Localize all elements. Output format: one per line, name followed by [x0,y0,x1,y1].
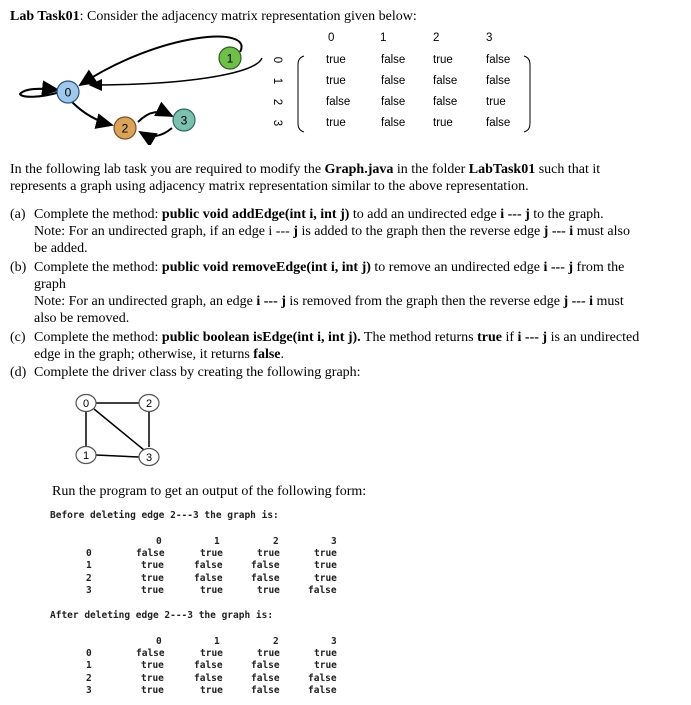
m1-row-header: 3 [271,119,284,127]
out-row-header: 0 [86,548,92,559]
out-before-cell: true [257,585,280,596]
intro-line-2: represents a graph using adjacency matrix representation similar to the above representation. [10,179,529,194]
out-row-header: 0 [86,648,92,659]
item-b-line-3: Note: For an undirected graph, an edge i --- j is removed from the graph then the reverse edge j --- i must [34,294,624,309]
out-after-cell: false [194,660,223,671]
svg-text:2: 2 [121,121,129,136]
out-after-cell: false [136,648,165,659]
out-row-header: 3 [86,685,92,696]
item-a-line-2: Note: For an undirected graph, if an edge i --- j is added to the graph then the reverse edge j --- i must also [34,224,630,239]
out-after-cell: true [314,660,337,671]
out-col-header: 1 [214,636,220,647]
item-d-label: (d) [10,365,27,380]
out-before-cell: false [136,548,165,559]
out-col-header: 0 [156,636,162,647]
m1-cell: false [326,96,351,108]
out-row-header: 1 [86,660,92,671]
out-after-cell: false [251,673,280,684]
out-row-header: 2 [86,673,92,684]
m1-cell: false [381,54,406,66]
item-b-line-4: also be removed. [34,311,130,326]
item-c-line-1: Complete the method: public boolean isEdge(int i, int j). The method returns true if i --- j is an undirected [34,330,640,345]
directed-graph-figure [0,30,290,145]
m1-cell: true [326,75,346,87]
edge-3-2 [140,128,172,136]
svg-text:1: 1 [82,450,90,462]
m1-cell: true [486,96,506,108]
item-d-line-1: Complete the driver class by creating the following graph: [34,365,361,380]
edge-1-3 [96,455,139,457]
out-before-cell: true [141,573,164,584]
m1-cell: false [381,75,406,87]
out-after-cell: true [200,685,223,696]
out-before-cell: true [200,548,223,559]
out-col-header: 1 [214,536,220,547]
item-b-line-1: Complete the method: public void removeEdge(int i, int j) to remove an undirected edge i --- j from the [34,260,625,275]
intro-line-1: In the following lab task you are required to modify the Graph.java in the folder LabTask01 such that it [10,162,601,177]
svg-text:2: 2 [145,398,153,410]
out-col-header: 2 [273,636,279,647]
out-after-cell: false [251,685,280,696]
out-before-cell: true [314,548,337,559]
svg-text:3: 3 [145,452,153,464]
out-row-header: 2 [86,573,92,584]
out-before-cell: false [251,573,280,584]
out-col-header: 2 [273,536,279,547]
item-a-line-3: be added. [34,241,88,256]
m1-cell: false [486,54,511,66]
edge-0-2 [72,102,112,125]
out-before-cell: false [194,573,223,584]
task-title: Lab Task01: Consider the adjacency matrix representation given below: [10,9,417,24]
out-before-cell: true [257,548,280,559]
out-after-cell: false [308,673,337,684]
m1-row-header: 2 [271,98,284,106]
svg-text:1: 1 [226,51,234,66]
m1-cell: true [433,54,453,66]
m1-cell: false [381,96,406,108]
edge-0-3 [94,409,144,450]
svg-text:3: 3 [180,113,188,128]
item-b-label: (b) [10,260,27,275]
out-after-cell: true [314,648,337,659]
graph2-node-0 [76,395,96,412]
item-c-line-2: edge in the graph; otherwise, it returns false. [34,347,284,362]
graph1-node-3 [173,109,195,131]
m1-cell: false [433,96,458,108]
m1-row-header: 0 [271,56,284,64]
edge-0-loop [20,89,60,97]
out-row-header: 3 [86,585,92,596]
edge-1-0-upper [80,37,242,85]
out-after-cell: true [141,685,164,696]
out-before-cell: true [141,560,164,571]
m1-cell: true [433,117,453,129]
m1-col-header: 3 [486,32,493,44]
out-after-cell: true [257,648,280,659]
out-after-cell: false [251,660,280,671]
out-before-cell: true [200,585,223,596]
out-before-cell: false [308,585,337,596]
output-before-heading: Before deleting edge 2---3 the graph is: [50,510,279,521]
run-instruction: Run the program to get an output of the following form: [52,484,367,499]
m1-row-header: 1 [271,77,284,85]
m1-cell: false [486,75,511,87]
graph1-node-0 [57,81,79,103]
undirected-graph-figure [66,390,178,470]
out-before-cell: true [141,585,164,596]
graph2-node-3 [139,449,159,466]
item-a-label: (a) [10,207,26,222]
out-after-cell: false [308,685,337,696]
m1-cell: true [326,54,346,66]
m1-cell: false [381,117,406,129]
item-a-line-1: Complete the method: public void addEdge(int i, int j) to add an undirected edge i --- j to the graph. [34,207,604,222]
out-before-cell: false [251,560,280,571]
m1-col-header: 0 [328,32,335,44]
output-after-heading: After deleting edge 2---3 the graph is: [50,610,274,621]
item-b-line-2: graph [34,277,66,292]
edge-2-3 [138,112,172,122]
out-col-header: 3 [331,536,337,547]
out-col-header: 0 [156,536,162,547]
svg-text:0: 0 [82,398,90,410]
out-after-cell: true [200,648,223,659]
out-before-cell: true [314,560,337,571]
out-col-header: 3 [331,636,337,647]
out-before-cell: false [194,560,223,571]
graph1-node-2 [114,117,136,139]
m1-col-header: 1 [380,32,387,44]
out-row-header: 1 [86,560,92,571]
m1-col-header: 2 [433,32,440,44]
out-before-cell: true [314,573,337,584]
out-after-cell: false [194,673,223,684]
graph2-node-2 [139,395,159,412]
graph2-node-1 [76,447,96,464]
m1-cell: false [486,117,511,129]
m1-cell: false [433,75,458,87]
item-c-label: (c) [10,330,26,345]
out-after-cell: true [141,673,164,684]
graph1-node-1 [219,47,241,69]
svg-text:0: 0 [64,85,72,100]
out-after-cell: true [141,660,164,671]
m1-cell: true [326,117,346,129]
